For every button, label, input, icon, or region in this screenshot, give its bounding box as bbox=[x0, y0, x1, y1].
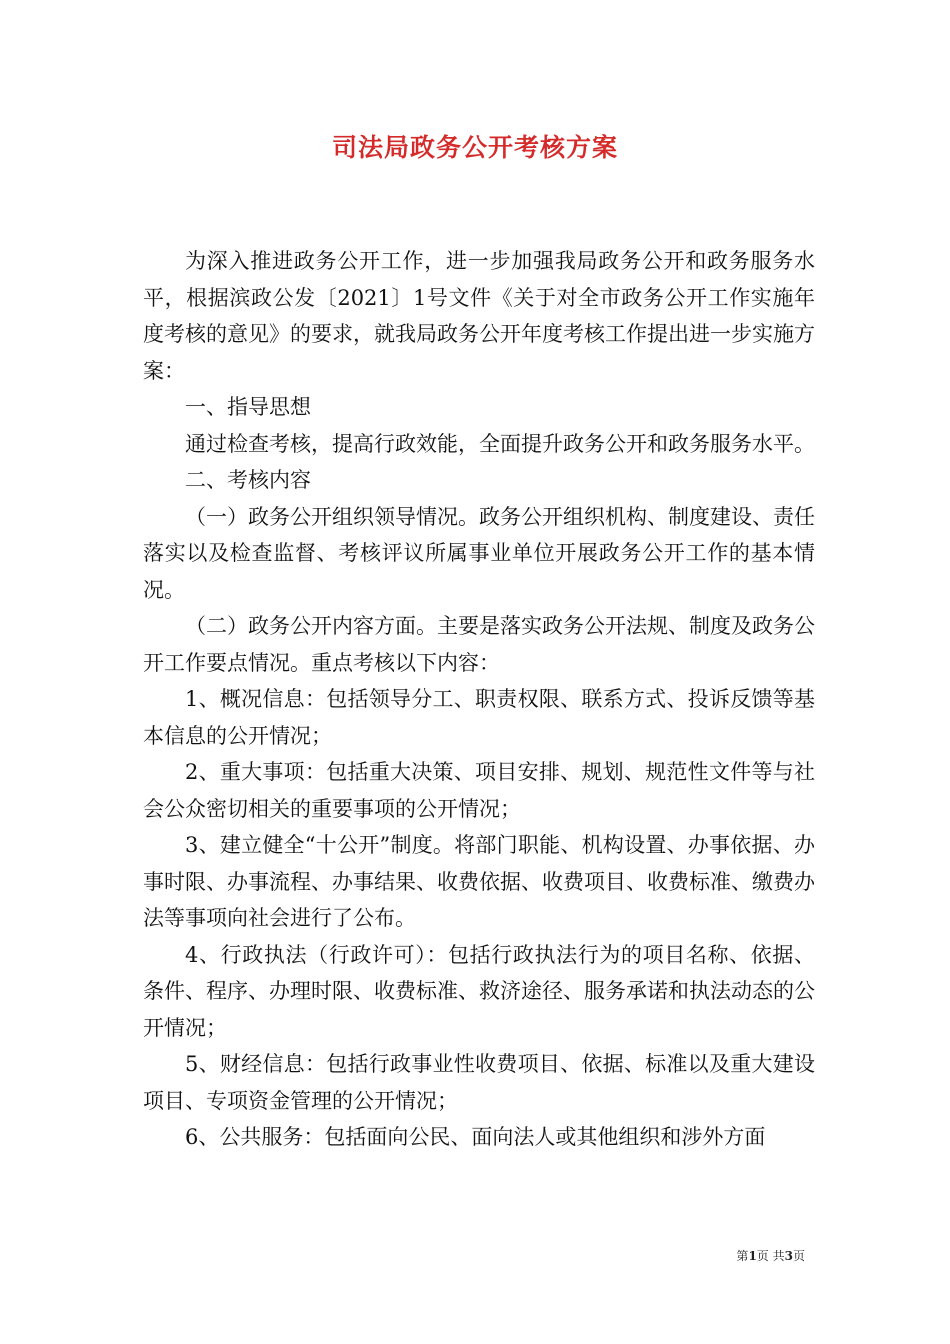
page-title: 司法局政务公开考核方案 bbox=[331, 133, 618, 162]
list-item-financial-info: 5、财经信息：包括行政事业性收费项目、依据、标准以及重大建设项目、专项资金管理的公开情况； bbox=[143, 1052, 815, 1113]
list-item-major-matters: 2、重大事项：包括重大决策、项目安排、规划、规范性文件等与社会公众密切相关的重要事项的公开情况； bbox=[143, 760, 815, 821]
footer-middle: 页 共 bbox=[756, 1249, 785, 1263]
list-item-administrative-enforcement: 4、行政执法（行政许可）：包括行政执法行为的项目名称、依据、条件、程序、办理时限、收费标准、救济途径、服务承诺和执法动态的公开情况； bbox=[143, 942, 815, 1040]
paragraph-organization-leadership: （一）政务公开组织领导情况。政务公开组织机构、制度建设、责任落实以及检查监督、考核评议所属事业单位开展政务公开工作的基本情况。 bbox=[143, 504, 815, 602]
list-item-ten-disclosures: 3、建立健全“十公开”制度。将部门职能、机构设置、办事依据、办事时限、办事流程、办事结果、收费依据、收费项目、收费标准、缴费办法等事项向社会进行了公布。 bbox=[143, 833, 815, 930]
document-body bbox=[143, 243, 815, 1156]
section-heading-guiding-principle: 一、指导思想 bbox=[185, 395, 311, 419]
paragraph-intro: 为深入推进政务公开工作，进一步加强我局政务公开和政务服务水平，根据滨政公发〔2021〕1号文件《关于对全市政务公开工作实施年度考核的意见》的要求，就我局政务公开年度考核工作提出进一步实施方案： bbox=[143, 249, 815, 383]
paragraph-content-aspects: （二）政务公开内容方面。主要是落实政务公开法规、制度及政务公开工作要点情况。重点考核以下内容： bbox=[143, 614, 815, 675]
footer-suffix: 页 bbox=[792, 1249, 805, 1263]
section-heading-assessment-content: 二、考核内容 bbox=[185, 468, 311, 492]
list-item-public-service: 6、公共服务：包括面向公民、面向法人或其他组织和涉外方面 bbox=[185, 1125, 766, 1149]
paragraph-guiding-principle: 通过检查考核，提高行政效能，全面提升政务公开和政务服务水平。 bbox=[185, 431, 815, 456]
footer-total-pages: 3 bbox=[784, 1249, 793, 1263]
footer-current-page: 1 bbox=[748, 1249, 757, 1263]
list-item-overview-info: 1、概况信息：包括领导分工、职责权限、联系方式、投诉反馈等基本信息的公开情况； bbox=[143, 687, 815, 748]
page-footer bbox=[736, 1247, 805, 1264]
footer-prefix: 第 bbox=[736, 1249, 749, 1263]
